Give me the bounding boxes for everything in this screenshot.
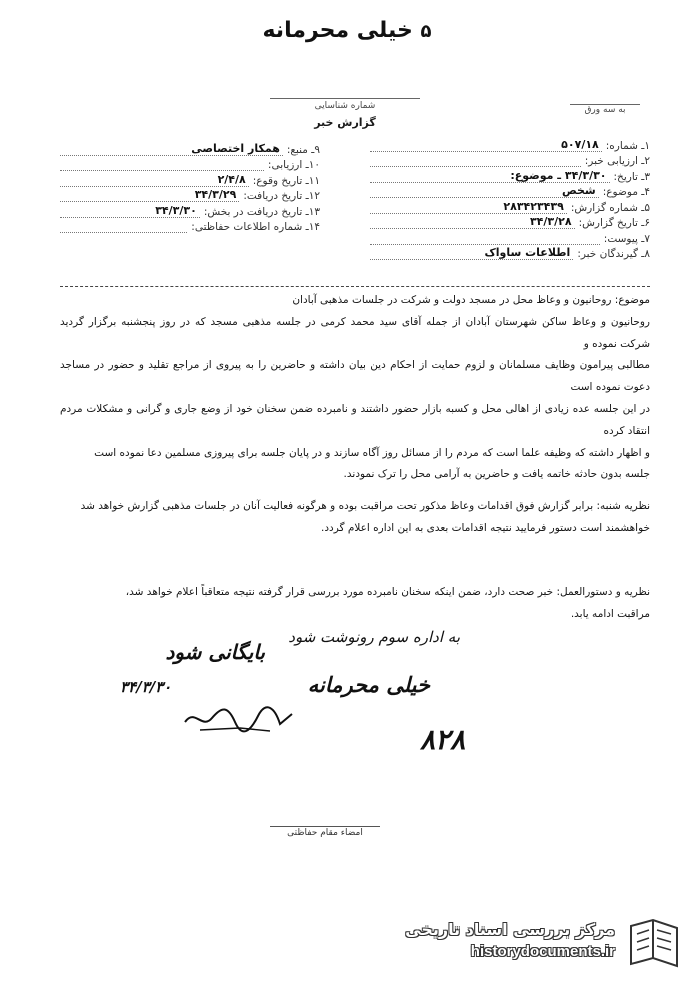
field-row	[60, 171, 320, 187]
book-logo-icon	[623, 916, 685, 974]
field-label: ۶ـ تاریخ گزارش:	[578, 217, 650, 229]
watermark-org-name: مرکز بررسی اسناد تاریخی	[405, 920, 615, 939]
report-line: نظریه و دستورالعمل: خبر صحت دارد، ضمن اینکه سخنان نامبرده مورد بررسی قرار گرفته نتیجه متعاقباً اعلام خواهد شد،	[125, 586, 650, 598]
field-value	[370, 156, 581, 167]
report-line: جلسه بدون حادثه خاتمه یافت و حاضرین به آرامی محل را ترک نمودند.	[343, 468, 650, 481]
report-line: خواهشمند است دستور فرمایید نتیجه اقدامات بعدی به این اداره اعلام گردد.	[321, 521, 650, 534]
handwritten-classification: خیلی محرمانه	[307, 672, 430, 697]
fields-right	[370, 136, 650, 260]
corner-tag: به سه ورق	[570, 104, 640, 115]
field-value: ۳۴/۳/۳۰	[60, 204, 200, 218]
field-value: همکار اختصاصی	[60, 142, 283, 156]
field-label: ۱۳ـ تاریخ دریافت در بخش:	[203, 205, 320, 218]
handwritten-date: ۳۴/۳/۳۰	[120, 678, 172, 696]
field-label: ۱۰ـ ارزیابی:	[267, 159, 320, 171]
field-label: ۱۲ـ تاریخ دریافت:	[243, 190, 320, 202]
report-line: مطالبی پیرامون وظایف مسلمانان و لزوم حمایت از احکام دین بیان داشته و حاضرین را به پیروی از مراجع تقلید و حضور در مساجد دعوت نموده است	[60, 359, 650, 394]
handwritten-number: ۸۲۸	[420, 723, 466, 756]
report-paragraph-2	[60, 496, 650, 540]
signature-caption: امضاء مقام حفاظتی	[270, 826, 380, 838]
report-line: روحانیون و وعاظ ساکن شهرستان آبادان از جمله آقای سید محمد کرمی در جلسه مذهبی مسجد که در روز پنجشنبه برگزار گردید شرکت نموده و	[60, 315, 650, 350]
field-value: ۵۰۷/۱۸	[370, 138, 602, 152]
report-paragraph-1	[60, 290, 650, 486]
field-value: ۳۴/۳/۳۰ ـ موضوع:	[370, 169, 610, 183]
field-label: ۱۴ـ شماره اطلاعات حفاظتی:	[191, 221, 320, 233]
field-label: ۴ـ موضوع:	[602, 186, 650, 198]
field-label: ۱ـ شماره:	[605, 139, 650, 152]
field-value	[370, 234, 600, 245]
field-value: ۲/۴/۸	[60, 173, 249, 187]
report-line: موضوع: روحانیون و وعاظ محل در مسجد دولت و شرکت در جلسات مذهبی آبادان	[292, 294, 650, 306]
watermark	[405, 916, 685, 974]
field-label: ۲ـ ارزیابی خبر:	[584, 155, 650, 167]
watermark-text	[405, 920, 615, 960]
field-value: ۳۴/۳/۲۹	[60, 188, 239, 202]
field-value: شخص	[370, 184, 599, 198]
field-row	[370, 167, 650, 183]
watermark-url: historydocuments.ir	[470, 943, 615, 960]
field-label: ۳ـ تاریخ:	[613, 170, 650, 183]
field-value: اطلاعات ساواک	[370, 246, 573, 260]
field-value: ۳۴/۳/۲۸	[370, 215, 575, 229]
field-label: ۹ـ منبع:	[286, 143, 320, 156]
field-row	[370, 198, 650, 214]
fields-left	[60, 140, 320, 233]
field-row	[370, 183, 650, 199]
field-row	[370, 136, 650, 152]
field-row	[370, 245, 650, 261]
field-label: ۵ـ شماره گزارش:	[570, 201, 650, 214]
field-row	[370, 152, 650, 168]
doc-type-caption: شماره شناسایی	[270, 98, 420, 111]
field-label: ۸ـ گیرندگان خبر:	[577, 248, 650, 260]
header-divider	[60, 286, 650, 287]
report-line: مراقبت ادامه یابد.	[570, 607, 650, 620]
title-mark: ۵	[420, 21, 432, 42]
doc-type-label: گزارش خبر	[314, 116, 376, 129]
field-row	[60, 140, 320, 156]
field-label: ۷ـ پیوست:	[603, 232, 650, 245]
report-line: در این جلسه عده زیادی از اهالی محل و کسبه بازار حضور داشتند و نامبرده ضمن سخنان خود از وضع جاری و گرانی و مشکلات مردم انتقاد کرده	[60, 402, 650, 437]
field-row	[60, 218, 320, 234]
handwritten-note: به اداره سوم رونوشت شود	[288, 628, 460, 646]
report-line: نظریه شنبه: برابر گزارش فوق اقدامات وعاظ مذکور تحت مراقبت بوده و هرگونه فعالیت آنان در جلسات مذهبی گزارش خواهد شد	[80, 500, 650, 512]
classification-title	[200, 18, 500, 43]
report-paragraph-3	[60, 582, 650, 626]
field-row	[60, 187, 320, 203]
report-line: و اظهار داشته که وظیفه علما است که مردم را از مسائل روز آگاه سازند و در پایان جلسه برای پیروزی مسلمین دعا نموده است	[94, 446, 650, 459]
signature-scribble	[180, 700, 300, 740]
field-value: ۲۸۳۴۲۳۴۳۹	[370, 200, 567, 214]
handwritten-archive-note: بایگانی شود	[165, 640, 265, 664]
field-row	[60, 156, 320, 172]
field-row	[370, 229, 650, 245]
field-label: ۱۱ـ تاریخ وقوع:	[252, 174, 320, 187]
field-value	[60, 222, 187, 233]
field-row	[370, 214, 650, 230]
field-row	[60, 202, 320, 218]
field-value	[60, 160, 264, 171]
title-text: خیلی محرمانه	[262, 18, 413, 43]
